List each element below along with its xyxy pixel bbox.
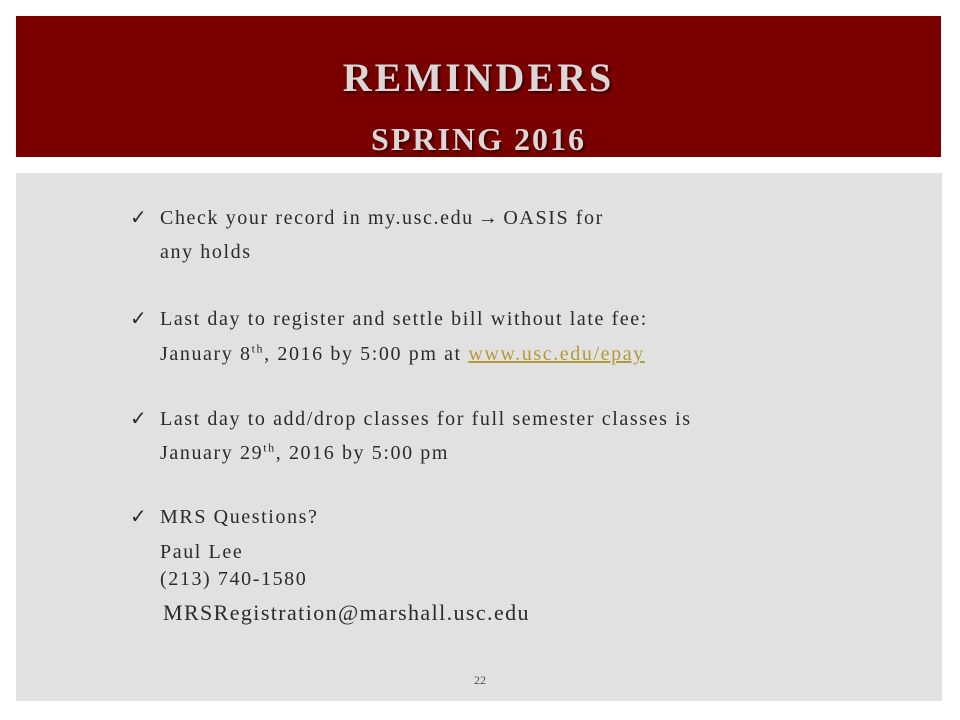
contact-phone: (213) 740-1580 (160, 568, 308, 590)
reminder-3-line-1: Last day to add/drop classes for full semester classes is (160, 408, 692, 430)
checkmark-icon: ✓ (130, 308, 147, 330)
reminder-2-line-1: Last day to register and settle bill without late fee: (160, 308, 648, 330)
checkmark-icon: ✓ (130, 408, 147, 430)
reminder-3-date: January 29 (160, 442, 264, 464)
contact-email: MRSRegistration@marshall.usc.edu (163, 600, 530, 625)
epay-link[interactable]: www.usc.edu/epay (468, 343, 645, 365)
reminder-3-date-suffix: th (263, 440, 276, 455)
reminder-2-date-suffix: th (251, 341, 265, 356)
reminder-4-line-1: MRS Questions? (160, 506, 319, 528)
slide-subtitle: SPRING 2016 (371, 121, 586, 157)
reminder-2-date: January 8 (160, 343, 252, 365)
reminder-1-text: Check your record in my.usc.edu (160, 207, 474, 229)
arrow-icon: → (477, 207, 500, 229)
checkmark-icon: ✓ (130, 207, 147, 229)
checkmark-icon: ✓ (130, 506, 147, 528)
reminder-3-time: , 2016 by 5:00 pm (275, 442, 450, 464)
reminder-2-time: , 2016 by 5:00 pm at (264, 343, 469, 365)
page-number: 22 (474, 673, 486, 687)
reminder-1-line-1 (160, 206, 604, 230)
title-banner (16, 16, 941, 157)
reminder-3-line-2 (160, 441, 449, 465)
reminder-1-line-2: any holds (160, 241, 252, 263)
reminder-2-line-2 (160, 342, 645, 366)
slide-title: REMINDERS (342, 55, 615, 100)
contact-name: Paul Lee (160, 541, 244, 563)
reminder-1-oasis-text: OASIS for (503, 207, 604, 229)
